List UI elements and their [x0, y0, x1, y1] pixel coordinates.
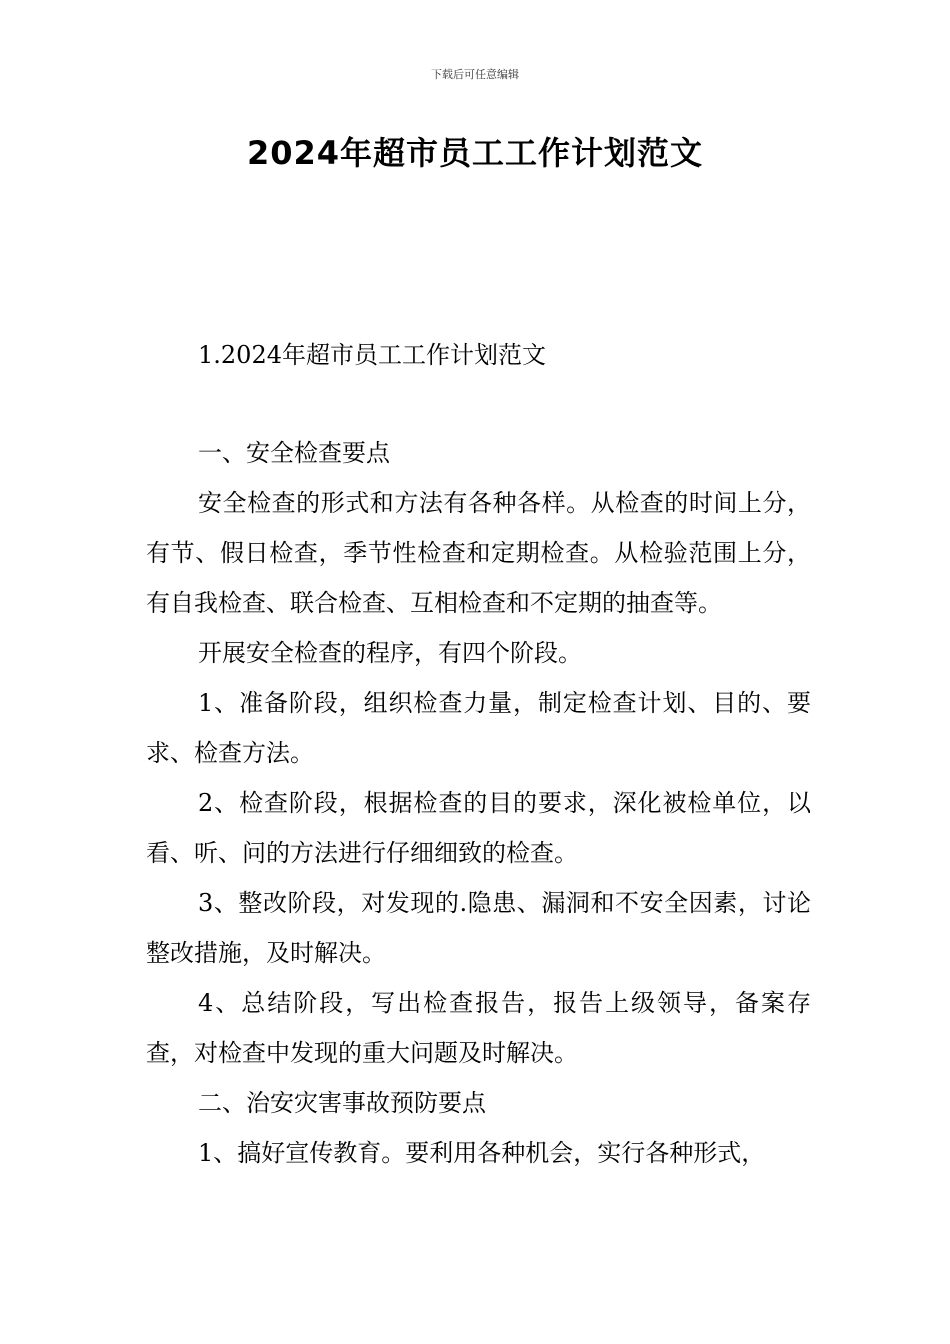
- paragraph-inspection-forms: 安全检查的形式和方法有各种各样。从检查的时间上分，有节、假日检查，季节性检查和定期检查。从检验范围上分，有自我检查、联合检查、互相检查和不定期的抽查等。: [146, 489, 811, 617]
- section-heading-accident-prevention: 二、治安灾害事故预防要点: [198, 1089, 486, 1117]
- section-heading-safety-inspection: 一、安全检查要点: [198, 439, 390, 467]
- paragraph-publicity-education: 1、搞好宣传教育。要利用各种机会，实行各种形式，: [198, 1139, 766, 1167]
- header-note: 下载后可任意编辑: [431, 68, 519, 81]
- paragraph-step-inspection: 2、检查阶段，根据检查的目的要求，深化被检单位，以看、听、问的方法进行仔细细致的检查。: [146, 789, 811, 867]
- paragraph-inspection-procedure: 开展安全检查的程序，有四个阶段。: [198, 639, 582, 667]
- paragraph-step-summary: 4、总结阶段，写出检查报告，报告上级领导，备案存查，对检查中发现的重大问题及时解决。: [146, 989, 811, 1067]
- sub-heading: 1.2024年超市员工工作计划范文: [198, 341, 546, 369]
- paragraph-step-preparation: 1、准备阶段，组织检查力量，制定检查计划、目的、要求、检查方法。: [146, 689, 811, 767]
- document-title: 2024年超市员工工作计划范文: [246, 134, 704, 172]
- paragraph-step-rectification: 3、整改阶段，对发现的.隐患、漏洞和不安全因素，讨论整改措施，及时解决。: [146, 889, 811, 967]
- document-body: [146, 330, 811, 1178]
